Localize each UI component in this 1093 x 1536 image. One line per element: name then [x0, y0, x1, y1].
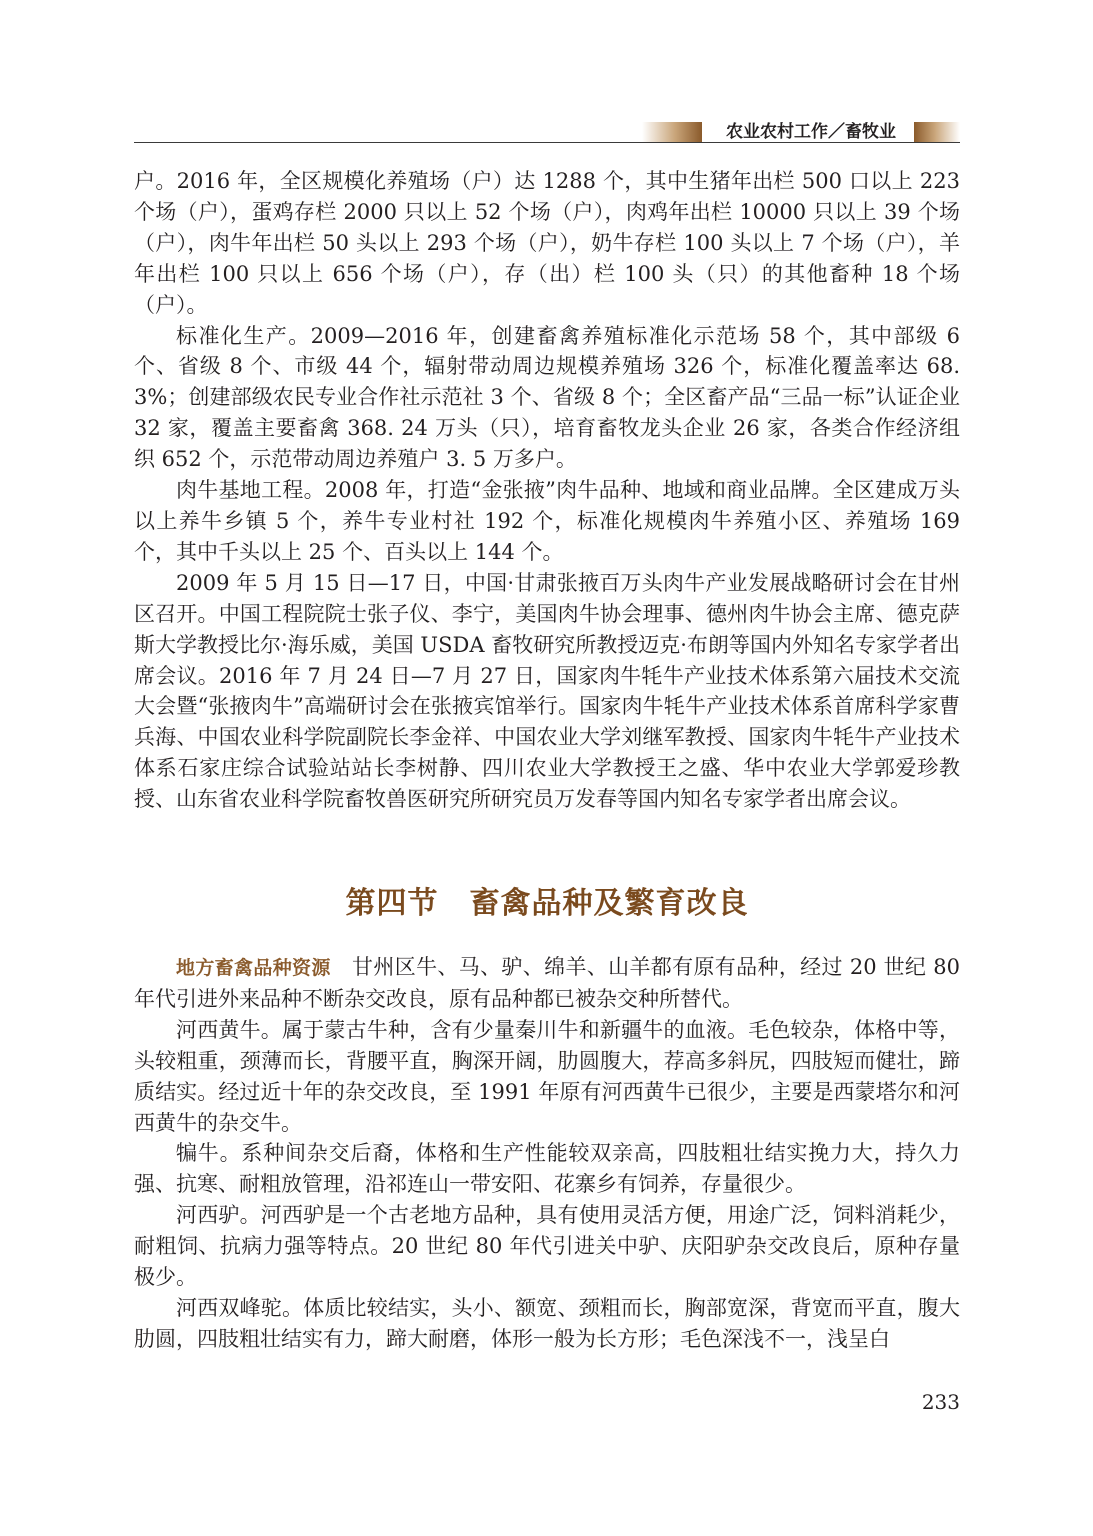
paragraph: 河西驴。河西驴是一个古老地方品种，具有使用灵活方便，用途广泛，饲料消耗少，耐粗饲、抗病力强等特点。20 世纪 80 年代引进关中驴、庆阳驴杂交改良后，原种存量极少。: [134, 1203, 960, 1290]
header-rule: [134, 142, 960, 143]
page-number: 233: [921, 1390, 960, 1414]
paragraph: 户。2016 年，全区规模化养殖场（户）达 1288 个，其中生猪年出栏 500 口以上 223 个场（户），蛋鸡存栏 2000 只以上 52 个场（户），肉鸡年出栏 10000 只以上 39 个场（户），肉牛年出栏 50 头以上 293 个场（户），奶牛存栏 100 头以上 7 个场（户），羊年出栏 100 只以上 656 个场（户），存（出）栏 100 头（只）的其他畜种 18 个场（户）。: [134, 169, 960, 317]
body-text-top: [134, 166, 960, 815]
body-text-bottom: [134, 952, 960, 1355]
header-decoration-band-right: [914, 122, 960, 142]
paragraph: 犏牛。系种间杂交后裔，体格和生产性能较双亲高，四肢粗壮结实挽力大，持久力强、抗寒、耐粗放管理，沿祁连山一带安阳、花寨乡有饲养，存量很少。: [134, 1141, 960, 1197]
running-header: [134, 120, 960, 144]
paragraph: 2009 年 5 月 15 日—17 日，中国·甘肃张掖百万头肉牛产业发展战略研讨会在甘州区召开。中国工程院院士张子仪、李宁，美国肉牛协会理事、德州肉牛协会主席、德克萨斯大学教授比尔·海乐威，美国 USDA 畜牧研究所教授迈克·布朗等国内外知名专家学者出席会议。2016 年 7 月 24 日—7 月 27 日，国家肉牛牦牛产业技术体系第六届技术交流大会暨“张掖肉牛”高端研讨会在张掖宾馆举行。国家肉牛牦牛产业技术体系首席科学家曹兵海、中国农业科学院副院长李金祥、中国农业大学刘继军教授、国家肉牛牦牛产业技术体系石家庄综合试验站站长李树静、四川农业大学教授王之盛、华中农业大学郭爱珍教授、山东省农业科学院畜牧兽医研究所研究员万发春等国内知名专家学者出席会议。: [134, 570, 960, 812]
paragraph: 肉牛基地工程。2008 年，打造“金张掖”肉牛品种、地域和商业品牌。全区建成万头以上养牛乡镇 5 个，养牛专业村社 192 个，标准化规模肉牛养殖小区、养殖场 169 个，其中千头以上 25 个、百头以上 144 个。: [134, 478, 960, 564]
paragraph: 标准化生产。2009—2016 年，创建畜禽养殖标准化示范场 58 个，其中部级 6 个、省级 8 个、市级 44 个，辐射带动周边规模养殖场 326 个，标准化覆盖率达 68. 3%；创建部级农民专业合作社示范社 3 个、省级 8 个；全区畜产品“三品一标”认证企业 32 家，覆盖主要畜禽 368. 24 万头（只），培育畜牧龙头企业 26 家，各类合作经济组织 652 个，示范带动周边养殖户 3. 5 万多户。: [134, 323, 960, 472]
lead-text: 甘州区牛、马、驴、绵羊、山羊都有原有品种，经过 20 世纪 80 年代引进外来品种不断杂交改良，原有品种都已被杂交种所替代。: [134, 955, 960, 1011]
header-decoration-band-left: [642, 122, 702, 142]
paragraph: 河西双峰驼。体质比较结实，头小、额宽、颈粗而长，胸部宽深，背宽而平直，腹大肋圆，四肢粗壮结实有力，蹄大耐磨，体形一般为长方形；毛色深浅不一，浅呈白: [134, 1295, 960, 1351]
section-title: 第四节 畜禽品种及繁育改良: [345, 886, 749, 921]
paragraph: 河西黄牛。属于蒙古牛种，含有少量秦川牛和新疆牛的血液。毛色较杂，体格中等，头较粗重，颈薄而长，背腰平直，胸深开阔，肋圆腹大，荐高多斜尻，四肢短而健壮，蹄质结实。经过近十年的杂交改良，至 1991 年原有河西黄牛已很少，主要是西蒙塔尔和河西黄牛的杂交牛。: [134, 1017, 960, 1135]
paragraph-with-lead: [134, 952, 960, 1015]
lead-label: 地方畜禽品种资源: [176, 957, 331, 979]
header-title: 农业农村工作／畜牧业: [726, 122, 896, 142]
